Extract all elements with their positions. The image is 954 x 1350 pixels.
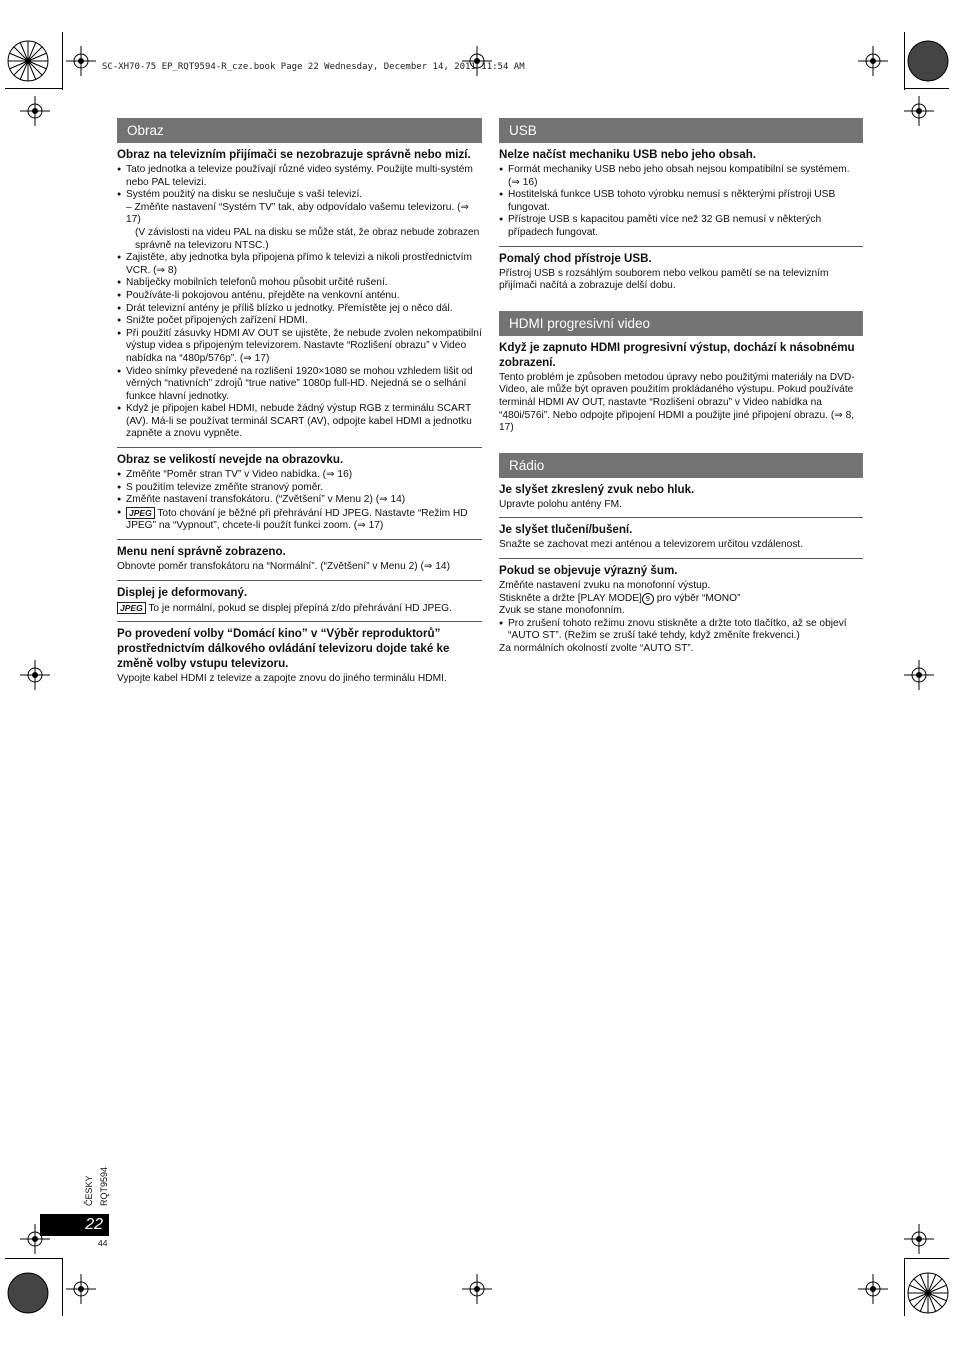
crosshair-icon [904,96,934,126]
list-item: ● Změňte nastavení transfokátoru. (“Zvětšení” v Menu 2) (⇒ 14) [117,494,482,507]
section-title-usb: USB [499,118,863,143]
registration-dot-icon [5,1270,51,1316]
answer-text: To je normální, pokud se displej přepíná z/do přehrávání HD JPEG. [148,602,452,614]
crosshair-icon [858,46,888,76]
crosshair-icon [858,1274,888,1304]
crop-mark [904,1258,949,1259]
list-item: ● S použitím televize změňte stranový poměr. [117,482,482,495]
list-item: ● Pro zrušení tohoto režimu znovu stiskněte a držte toto tlačítko, až se objeví “AUTO ST”. (Režim se zruší také tehdy, když změníte frekvenci.) [499,618,863,643]
list-item: ● Systém použitý na disku se neslučuje s vaší televizí. [117,189,482,202]
question-heading: Displej je deformovaný. [117,585,248,599]
list-item: ● Drát televizní antény je příliš blízko u jednotky. Přemístěte jej o něco dál. [117,303,482,316]
answer-block [499,580,863,656]
divider [117,539,482,540]
question-heading: Pomalý chod přístroje USB. [499,251,652,265]
crop-mark [62,32,63,90]
question-heading: Pokud se objevuje výrazný šum. [499,563,678,577]
right-column [499,118,863,655]
question-heading: Když je zapnuto HDMI progresivní výstup, dochází k násobnému zobrazení. [499,340,855,369]
list-item: ● Při použití zásuvky HDMI AV OUT se ujistěte, že nebude zvolen nekompatibilní výstup videa s připojeným televizorem. Nastavte “Rozlišení obrazu” v Video nabídka na “480p/576p”. (⇒ 17) [117,328,482,366]
list-item: ● Hostitelská funkce USB tohoto výrobku nemusí s některými přístroji USB fungovat. [499,189,863,214]
divider [117,580,482,581]
crop-mark [5,1258,63,1259]
list-item: ● Snižte počet připojených zařízení HDMI. [117,315,482,328]
answer-line [499,593,863,606]
question-heading: Je slyšet zkreslený zvuk nebo hluk. [499,482,695,496]
answer-block [117,469,482,533]
left-column [117,118,482,686]
crop-mark [5,88,63,89]
print-header: SC-XH70-75 EP_RQT9594-R_cze.book Page 22 Wednesday, December 14, 2011 11:54 AM [102,62,525,72]
button-number-badge: 9 [642,593,654,605]
question-heading: Je slyšet tlučení/bušení. [499,523,633,537]
registration-target-icon [5,38,51,84]
answer-line: Zvuk se stane monofonním. [499,605,625,617]
divider [499,558,863,559]
section-title-obraz: Obraz [117,118,482,143]
crosshair-icon [904,1224,934,1254]
answer-text: Tento problém je způsoben metodou úpravy nebo použitými materiály na DVD-Video, ale může být opraven použitím prokládaného výstupu. Pokud používáte terminál HDMI AV OUT, nastavte “Rozlišení obrazu” v Video nabídka na “480i/576i”. Nebo odpojte připojení HDMI a použijte jiné připojení obrazu. (⇒ 8, 17) [499,371,855,434]
question-heading: Po provedení volby “Domácí kino” v “Výběr reproduktorů” prostřednictvím dálkového ovládání televizoru dojde také ke změně volby vstupu televizoru. [117,627,450,671]
divider [499,246,863,247]
question-heading: Nelze načíst mechaniku USB nebo jeho obsah. [499,148,757,161]
list-item-text: Toto chování je běžné při přehrávání HD JPEG. Nastavte “Režim HD JPEG” na “Vypnout”, chcete-li použít funkci zoom. (⇒ 17) [126,507,468,532]
divider [117,447,482,448]
list-item: ● Zajistěte, aby jednotka byla připojena přímo k televizi a nikoli prostřednictvím VCR. (⇒ 8) [117,252,482,277]
divider [499,517,863,518]
sub-item: – Změňte nastavení “Systém TV” tak, aby odpovídalo vašemu televizoru. (⇒ 17) [126,201,469,226]
question-heading: Obraz se velikostí nevejde na obrazovku. [117,453,344,467]
answer-text: Obnovte poměr transfokátoru na “Normální”. (“Zvětšení” v Menu 2) (⇒ 14) [117,561,450,573]
page-number: 22 [40,1214,109,1236]
crosshair-icon [904,660,934,690]
list-item: ● Tato jednotka a televize používají různé video systémy. Použijte multi-systém nebo PAL televizi. [117,164,482,189]
jpeg-tag: JPEG [126,507,155,519]
sub-item-note: (V závislosti na videu PAL na disku se může stát, že obraz nebude zobrazen správně na televizoru NTSC.) [135,226,480,251]
crosshair-icon [66,1274,96,1304]
jpeg-tag: JPEG [117,602,146,614]
answer-text: Přístroj USB s rozsáhlým souborem nebo velkou pamětí se na televizním přijímači načítá a zobrazuje delší dobu. [499,267,829,292]
sheet-number: 44 [98,1238,108,1248]
crosshair-icon [20,96,50,126]
answer-text: Stiskněte a držte [PLAY MODE] [499,592,642,604]
list-item: ● Nabíječky mobilních telefonů mohou působit určité rušení. [117,277,482,290]
crop-mark [62,1258,63,1316]
answer-text: Snažte se zachovat mezi anténou a televizorem určitou vzdálenost. [499,539,804,551]
divider [117,621,482,622]
section-title-radio: Rádio [499,453,863,478]
list-item: ● Video snímky převedené na rozlišení 1920×1080 se mohou vzhledem lišit od věrných “nativních” zdrojů “true native” 1080p full-HD. Nejedná se o selhání funkce hlavní jednotky. [117,366,482,404]
list-item: ● Používáte-li pokojovou anténu, přejděte na venkovní anténu. [117,290,482,303]
crosshair-icon [66,46,96,76]
question-heading: Obraz na televizním přijímači se nezobrazuje správně nebo mizí. [117,148,471,161]
answer-line: Za normálních okolností zvolte “AUTO ST”. [499,642,694,654]
answer-block [117,602,482,616]
language-label: ČESKY [84,1175,94,1206]
crosshair-icon [20,660,50,690]
question-heading: Menu není správně zobrazeno. [117,545,286,559]
answer-block [117,164,482,441]
list-item: ● Formát mechaniky USB nebo jeho obsah nejsou kompatibilní se systémem. (⇒ 16) [499,164,863,189]
answer-text: Upravte polohu antény FM. [499,498,622,510]
answer-text: pro výběr “MONO” [653,592,741,604]
answer-text: Vypojte kabel HDMI z televize a zapojte znovu do jiného terminálu HDMI. [117,673,447,685]
document-code: RQT9594 [99,1166,109,1206]
answer-block [499,164,863,240]
list-item: ● Změňte “Poměr stran TV” v Video nabídka. (⇒ 16) [117,469,482,482]
registration-dot-icon [905,38,951,84]
crosshair-icon [462,1274,492,1304]
list-item: ● Když je připojen kabel HDMI, nebude žádný výstup RGB z terminálu SCART (AV). Má-li se používat terminál SCART (AV), odpojte kabel HDMI a jednotku zapněte a znovu vypněte. [117,403,482,441]
crop-mark [904,88,949,89]
section-title-hdmi: HDMI progresivní video [499,311,863,336]
list-item [117,507,482,533]
answer-line: Změňte nastavení zvuku na monofonní výstup. [499,579,711,591]
registration-target-icon [905,1270,951,1316]
list-item: ● Přístroje USB s kapacitou paměti více než 32 GB nemusí v některých případech fungovat. [499,214,863,239]
